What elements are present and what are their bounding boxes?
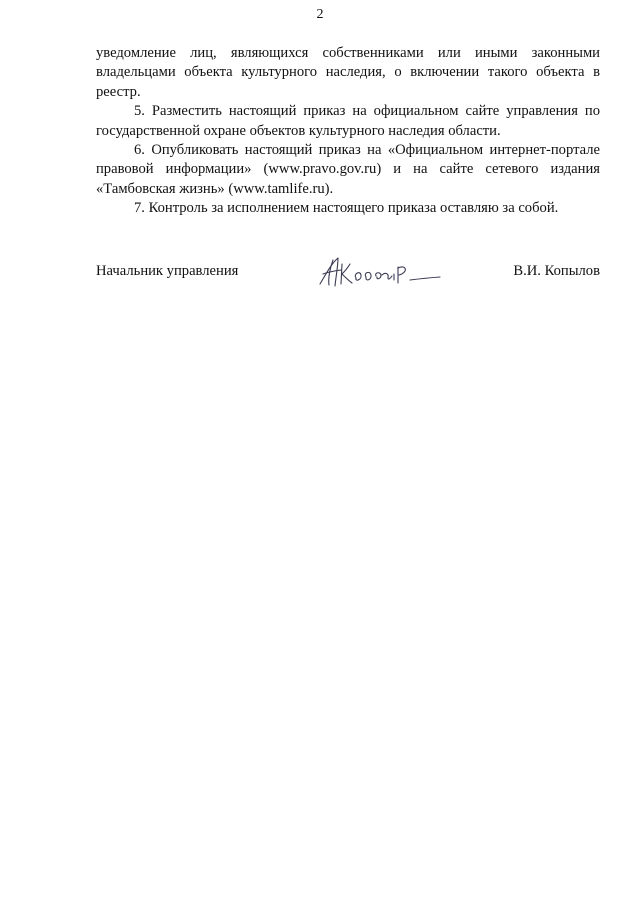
signature-icon <box>314 252 454 292</box>
paragraph-item-5: 5. Разместить настоящий приказ на официальном сайте управления по государственной охране объектов культурного наследия области. <box>96 103 600 139</box>
paragraph-item-7: 7. Контроль за исполнением настоящего приказа оставляю за собой. <box>134 200 559 217</box>
signature-block <box>96 252 600 292</box>
signatory-name: В.И. Копылов <box>513 263 600 279</box>
signatory-title: Начальник управления <box>96 263 239 279</box>
paragraph-continuation: уведомление лиц, являющихся собственниками или иными законными владельцами объекта культурного наследия, о включении такого объекта в реестр. <box>96 45 600 100</box>
page-number: 2 <box>316 7 324 22</box>
paragraph-item-6: 6. Опубликовать настоящий приказ на «Официальном интернет-портале правовой информации» (www.pravo.gov.ru) и на сайте сетевого издания «Тамбовская жизнь» (www.tamlife.ru). <box>96 142 600 197</box>
handwritten-signature <box>314 252 454 292</box>
document-body <box>96 44 600 219</box>
